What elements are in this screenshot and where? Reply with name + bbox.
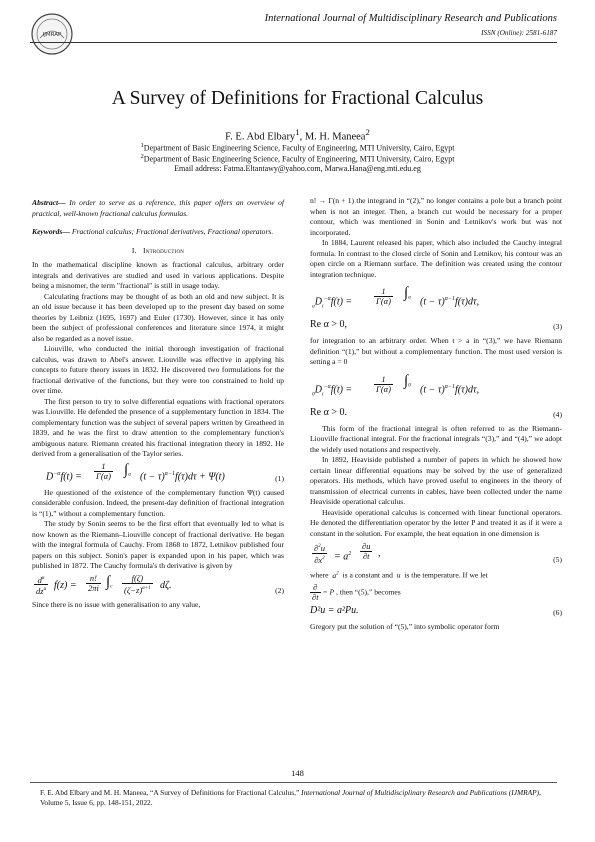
equation-number: (5) (553, 555, 562, 564)
author-name: M. H. Maneea (304, 131, 366, 143)
section-heading (32, 246, 284, 257)
paragraph: In 1884, Laurent released his paper, which also included the Cauchy integral formula. In contrast to the closed circle of Sonin and Letnikov, his contour was an open circle on a Riemann surface. The definition was created using the contour integration technique. (310, 238, 562, 279)
email-line: Email address: Fatma.Eltantawy@yahoo.com, Marwa.Hana@eng.mti.edu.eg (174, 164, 421, 173)
authors (0, 127, 595, 143)
citation-text: F. E. Abd Elbary and M. H. Maneea, “A Survey of Definitions for Fractional Calculus,” (40, 788, 302, 797)
affiliation-1 (0, 142, 595, 153)
paragraph: Gregory put the solution of “(5),” into symbolic operator form (310, 622, 500, 632)
logo-text: IJMRAP (42, 32, 62, 38)
issn: ISSN (Online): 2581-6187 (481, 29, 557, 37)
affiliation-text: Department of Basic Engineering Science, Faculty of Engineering, MTI University, Cairo, Egypt (143, 143, 455, 153)
affiliation-text: Department of Basic Engineering Science, Faculty of Engineering, MTI University, Cairo, Egypt (143, 154, 455, 164)
paragraph: In 1892, Heaviside published a number of papers in which he showed how certain linear differential equations may be solved by the use of generalized operators. His methods, which have proved useful to engineers in the theory of transmission of electrical currents in cables, have been collected under the name Heaviside operational calculus. (310, 455, 562, 506)
equation-number: (6) (553, 608, 562, 618)
journal-title: International Journal of Multidisciplinary Research and Publications (264, 13, 557, 24)
equation-condition: Re α > 0, (310, 319, 347, 330)
keywords (32, 227, 284, 238)
author-sup: 1 (295, 127, 300, 137)
equation-number: (3) (553, 322, 562, 331)
keywords-label: Keywords— (32, 227, 70, 236)
equation-4: $_0D_t^{-\alpha}f(t)$ = $\frac{1}{\Gamma(\alpha)}$ $\int_0$ $(t - \tau)^{\alpha-1}f(\tau)d\tau$, (312, 372, 480, 397)
paragraph: This form of the fractional integral is often referred to as the Riemann-Liouville fractional integral. For the fractional integrals “(3),” and “(4),” we adopt the widely used notations and respectively. (310, 423, 562, 454)
paragraph: where $a^2$ is a constant and u is the temperature. If we let (310, 570, 488, 580)
abstract (32, 198, 284, 219)
right-column (310, 196, 562, 756)
equation-1: $D^{-\alpha}f(t)$ = $\frac{1}{\Gamma(\alpha)}$ $\int_a$ $(t - \tau)^{\alpha-1}f(\tau)d\tau + \Psi(t)$ (1) (32, 462, 284, 486)
paper-title: A Survey of Definitions for Fractional Calculus (111, 88, 484, 109)
equation-text: D²u = a²Pu. (310, 605, 359, 617)
equation-number: (1) (275, 473, 284, 483)
equation-condition: Re α > 0. (310, 406, 347, 418)
paragraph: The study by Sonin seems to be the first effort that eventually led to what is now known as the Riemann–Liouville concept of fractional derivative. He began with the integral formula of Cauchy. From 1868 to 1872, Letnikov published four papers on this subject. Sonin's paper is expanded upon in his paper, which was published in 1872. The Cauchy formula's th derivative is given by (32, 519, 284, 570)
author-name: F. E. Abd Elbary (225, 131, 296, 143)
text-fragment: is a constant and (342, 570, 393, 580)
text-fragment: , then “(5),” becomes (336, 587, 401, 597)
paragraph: for integration to an arbitrary order. When t > a in “(3),” we have Riemann definition “(1),” but without a complementary function. The most used version is setting a = 0 (310, 336, 562, 366)
paragraph: Liouville, who conducted the initial thorough investigation of fractional calculus, was drawn to Abel's answer. Liouville was effective in applying his concepts to future theory issues in 1832. He discovered two formulations for the fractional derivative of the functions, but they were too constrained to hold up over time. (32, 344, 284, 395)
page-number: 148 (291, 768, 304, 778)
paragraph: Heaviside operational calculus is concerned with linear functional operators. He denoted the differentiation operator by the letter P and treated it as if it were a constant in the solution. For example, the heat equation in one dimension is (310, 507, 562, 538)
citation-journal: International Journal of Multidisciplinary Research and Publications (IJMRAP) (301, 788, 540, 797)
affiliation-2 (0, 153, 595, 164)
text-fragment: is the temperature. If we let (404, 570, 488, 580)
section-title: Introduction (143, 245, 185, 255)
author-separator: , (299, 131, 305, 143)
affiliation-sup: 2 (140, 153, 144, 160)
equation-5: $\frac{\partial^2u}{\partial x^2}$ = $a^2$ $\frac{\partial u}{\partial t}$ , (5) (310, 541, 562, 567)
paragraph: n! → Γ(n + 1) the integrand in “(2),” no longer contains a pole but a branch point when is not an integer. Then, a branch cut would be necessary for a proper contour, which was mentioned in Sonin and Letnikov's work but was not incorporated. (310, 196, 562, 237)
paragraph: In the mathematical discipline known as fractional calculus, arbitrary order integrals and derivatives are studied and used in various applications. Despite being a misnomer, the term "fractional" is still in usage today. (32, 260, 284, 290)
citation (40, 788, 560, 808)
equation-2: $d^\alpha$ $dz^\alpha$ f(z) = $\frac{n!}{2\pi i}$ $\int_c$ $\frac{f(\zeta)}{(\zeta-z)^{\alpha+1}}$ dζ. (2) (36, 572, 284, 597)
text-fragment: where (310, 570, 329, 580)
paragraph: He questioned of the existence of the complementary function Ψ(t) caused considerable confusion. Indeed, the present-day definition of fractional integration is “(1),” without a complementary function. (32, 487, 284, 518)
paragraph: The first person to try to solve differential equations with fractional operators was Liouville. He defended the presence of a supplementary function in 1834. The complementary function was the subject of several papers written by Greatheed in 1839, and he was the first to draw attention to the complementary function's ambiguous nature. Riemann created his fractional integration theory in 1892. He derived from a generalisation of the Taylor series. (32, 396, 284, 458)
section-numeral: I. (131, 245, 137, 255)
author-sup: 2 (365, 127, 370, 137)
footer-rule (30, 782, 557, 783)
paragraph: $\frac{\partial}{\partial t}$ = P , then “(5),” becomes (312, 582, 401, 603)
equation-number: (2) (275, 585, 284, 595)
paragraph: Calculating fractions may be thought of as both an old and new subject. It is an old issue because it has been developed up to the present day based on some theories by Leibniz (1695, 1697) and Euler (1730). However, since it has only been the subject of professional conferences and literature since 1974, it might also be regarded as a novel issue. (32, 291, 284, 343)
equation-6 (310, 604, 562, 620)
left-column (32, 198, 284, 753)
header-rule (30, 42, 557, 43)
affiliation-sup: 1 (140, 142, 144, 149)
equation-3: $_aD_t^{-\alpha}f(t)$ = $\frac{1}{\Gamma(\alpha)}$ $\int_a$ $(t - \tau)^{\alpha-1}f(\tau)d\tau$, (312, 285, 480, 310)
abstract-label: Abstract— (32, 198, 66, 207)
journal-logo (30, 12, 74, 56)
paragraph: Since there is no issue with generalisation to any value, (32, 599, 201, 609)
equation-number: (4) (553, 409, 562, 419)
keywords-text: Fractional calculus; Fractional derivatives, Fractional operators. (69, 227, 274, 236)
abstract-text: In order to serve as a reference, this paper offers an overview of practical, well-known fractional calculus formulas. (32, 198, 284, 218)
equation-4-condition (310, 406, 562, 422)
citation-text: , Volume 5, Issue 6, pp. 148-151, 2022. (40, 788, 541, 807)
equation-3-condition (310, 318, 562, 334)
